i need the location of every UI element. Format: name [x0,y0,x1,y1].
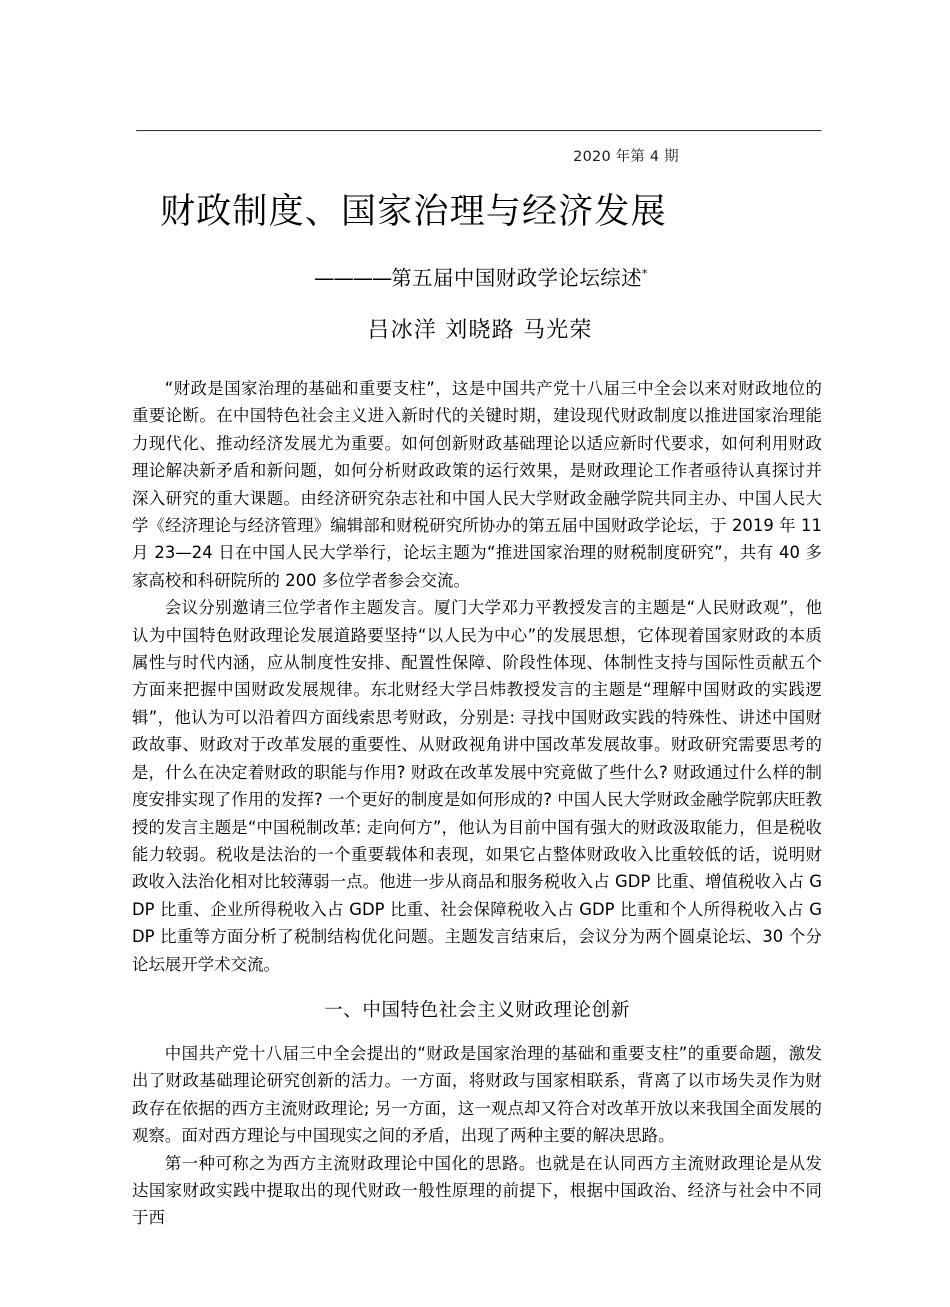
paragraph: 会议分别邀请三位学者作主题发言。厦门大学邓力平教授发言的主题是“人民财政观”，他认为中国特色财政理论发展道路要坚持“以人民为中心”的发展思想，它体现着国家财政的本质属性与时代内涵，应从制度性安排、配置性保障、阶段性体现、体制性支持与国际性贡献五个方面来把握中国财政发展规律。东北财经大学吕炜教授发言的主题是“理解中国财政的实践逻辑”，他认为可以沿着四方面线索思考财政，分别是: 寻找中国财政实践的特殊性、讲述中国财政故事、财政对于改革发展的重要性、从财政视角讲中国改革发展故事。财政研究需要思考的是，什么在决定着财政的职能与作用? 财政在改革发展中究竟做了些什么? 财政通过什么样的制度安排实现了作用的发挥? 一个更好的制度是如何形成的? 中国人民大学财政金融学院郭庆旺教授的发言主题是“中国税制改革: 走向何方”，他认为目前中国有强大的财政汲取能力，但是税收能力较弱。税收是法治的一个重要载体和表现，如果它占整体财政收入比重较低的话，说明财政收入法治化相对比较薄弱一点。他进一步从商品和服务税收入占 GDP 比重、增值税收入占 GDP 比重、企业所得税收入占 GDP 比重、社会保障税收入占 GDP 比重和个人所得税收入占 GDP 比重等方面分析了税制结构优化问题。主题发言结束后，会议分为两个圆桌论坛、30 个分论坛展开学术交流。 [132,598,822,974]
footnote-asterisk: * [642,266,648,280]
author-list: 吕冰洋 刘晓路 马光荣 [367,318,593,344]
paragraph: 第一种可称之为西方主流财政理论中国化的思路。也就是在认同西方主流财政理论是从发达国家财政实践中提取出的现代财政一般性原理的前提下，根据中国政治、经济与社会中不同于西 [132,1153,822,1228]
header-divider [136,130,822,132]
subtitle-text: 第五届中国财政学论坛综述 [391,265,643,290]
page-header [136,130,820,166]
title-block [132,190,822,346]
issue-label: 2020 年第 4 期 [573,149,679,165]
page-subtitle [132,265,822,292]
document-body [132,375,822,1232]
paragraph: “财政是国家治理的基础和重要支柱”，这是中国共产党十八届三中全会以来对财政地位的重要论断。在中国特色社会主义进入新时代的关键时期，建设现代财政制度以推进国家治理能力现代化、推动经济发展尤为重要。如何创新财政基础理论以适应新时代要求，如何利用财政理论解决新矛盾和新问题，如何分析财政政策的运行效果，是财政理论工作者亟待认真探讨并深入研究的重大课题。由经济研究杂志社和中国人民大学财政金融学院共同主办、中国人民大学《经济理论与经济管理》编辑部和财税研究所协办的第五届中国财政学论坛，于 2019 年 11 月 23—24 日在中国人民大学举行，论坛主题为“推进国家治理的财税制度研究”，共有 40 多家高校和科研院所的 200 多位学者参会交流。 [132,379,822,590]
page-title: 财政制度、国家治理与经济发展 [160,192,667,232]
subtitle-dash-rule: ———— [314,265,392,290]
section-heading: 一、中国特色社会主义财政理论创新 [324,999,630,1021]
paragraph: 中国共产党十八届三中全会提出的“财政是国家治理的基础和重要支柱”的重要命题，激发出了财政基础理论研究创新的活力。一方面，将财政与国家相联系，背离了以市场失灵作为财政存在依据的西方主流财政理论; 另一方面，这一观点却又符合对改革开放以来我国全面发展的观察。面对西方理论与中国现实之间的矛盾，出现了两种主要的解决思路。 [132,1043,822,1146]
